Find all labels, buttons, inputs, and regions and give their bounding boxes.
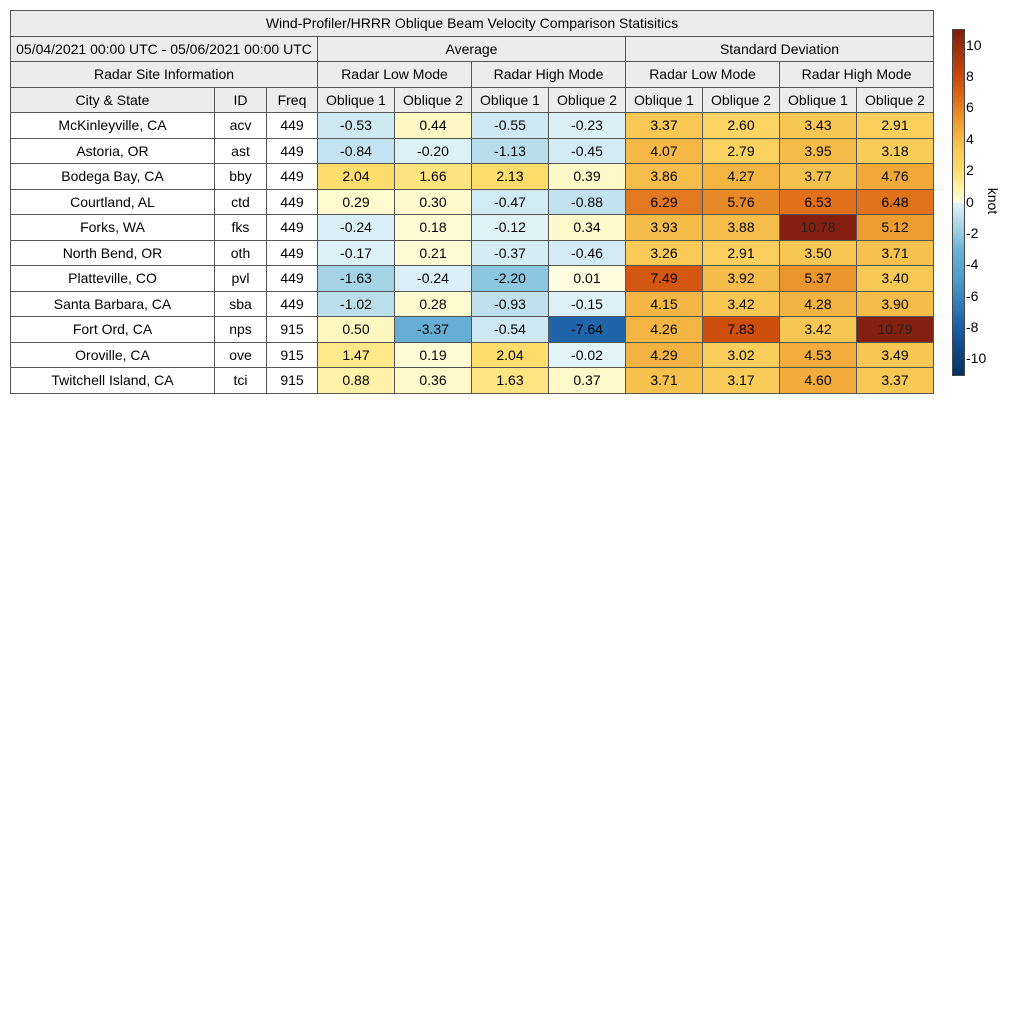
site-freq: 915 xyxy=(267,317,318,343)
average-value-cell: 1.66 xyxy=(395,164,472,190)
average-value-cell: -1.02 xyxy=(318,291,395,317)
site-city: Oroville, CA xyxy=(11,342,215,368)
site-city: Twitchell Island, CA xyxy=(11,368,215,394)
oblique-header: Oblique 2 xyxy=(857,87,934,113)
oblique-header: Oblique 2 xyxy=(395,87,472,113)
stddev-value-cell: 2.91 xyxy=(703,240,780,266)
stddev-value-cell: 3.42 xyxy=(780,317,857,343)
stddev-value-cell: 4.28 xyxy=(780,291,857,317)
stddev-value-cell: 3.71 xyxy=(626,368,703,394)
mode-header-row xyxy=(11,62,934,88)
average-value-cell: -2.20 xyxy=(472,266,549,292)
average-value-cell: -0.93 xyxy=(472,291,549,317)
table-row xyxy=(11,215,934,241)
stddev-value-cell: 2.91 xyxy=(857,113,934,139)
oblique-header: Oblique 2 xyxy=(549,87,626,113)
site-city: Platteville, CO xyxy=(11,266,215,292)
site-id: ast xyxy=(215,138,267,164)
table-row xyxy=(11,189,934,215)
site-id: sba xyxy=(215,291,267,317)
average-value-cell: 2.13 xyxy=(472,164,549,190)
average-value-cell: -0.24 xyxy=(395,266,472,292)
average-value-cell: 0.50 xyxy=(318,317,395,343)
stddev-value-cell: 3.50 xyxy=(780,240,857,266)
site-id: ctd xyxy=(215,189,267,215)
average-value-cell: -0.45 xyxy=(549,138,626,164)
stddev-value-cell: 4.27 xyxy=(703,164,780,190)
site-freq: 449 xyxy=(267,291,318,317)
table-row xyxy=(11,317,934,343)
oblique-header: Oblique 1 xyxy=(318,87,395,113)
average-value-cell: 0.37 xyxy=(549,368,626,394)
stddev-value-cell: 3.49 xyxy=(857,342,934,368)
average-value-cell: -0.15 xyxy=(549,291,626,317)
stddev-value-cell: 6.53 xyxy=(780,189,857,215)
table-row xyxy=(11,291,934,317)
site-city: North Bend, OR xyxy=(11,240,215,266)
average-value-cell: -0.37 xyxy=(472,240,549,266)
stddev-value-cell: 10.79 xyxy=(857,317,934,343)
site-freq: 449 xyxy=(267,189,318,215)
average-value-cell: 1.63 xyxy=(472,368,549,394)
site-city: Bodega Bay, CA xyxy=(11,164,215,190)
stddev-value-cell: 5.37 xyxy=(780,266,857,292)
average-value-cell: -1.63 xyxy=(318,266,395,292)
stddev-value-cell: 3.90 xyxy=(857,291,934,317)
stddev-value-cell: 10.78 xyxy=(780,215,857,241)
stddev-value-cell: 3.88 xyxy=(703,215,780,241)
avg-low-mode-header: Radar Low Mode xyxy=(318,62,472,88)
average-value-cell: -1.13 xyxy=(472,138,549,164)
site-info-header: Radar Site Information xyxy=(11,62,318,88)
stddev-value-cell: 3.92 xyxy=(703,266,780,292)
avg-high-mode-header: Radar High Mode xyxy=(472,62,626,88)
average-value-cell: 0.39 xyxy=(549,164,626,190)
stddev-value-cell: 6.29 xyxy=(626,189,703,215)
average-value-cell: 1.47 xyxy=(318,342,395,368)
colorbar-tick-label: 2 xyxy=(966,162,974,179)
site-id: fks xyxy=(215,215,267,241)
table-row xyxy=(11,240,934,266)
column-header-row xyxy=(11,87,934,113)
site-freq: 915 xyxy=(267,342,318,368)
average-value-cell: 0.44 xyxy=(395,113,472,139)
site-id: oth xyxy=(215,240,267,266)
stddev-value-cell: 3.26 xyxy=(626,240,703,266)
statistics-table xyxy=(10,10,934,394)
oblique-header: Oblique 2 xyxy=(703,87,780,113)
colorbar-tick-label: -4 xyxy=(966,256,979,273)
average-value-cell: -0.46 xyxy=(549,240,626,266)
average-value-cell: -0.84 xyxy=(318,138,395,164)
oblique-header: Oblique 1 xyxy=(472,87,549,113)
site-freq: 449 xyxy=(267,215,318,241)
site-id: tci xyxy=(215,368,267,394)
site-id: bby xyxy=(215,164,267,190)
average-value-cell: 0.01 xyxy=(549,266,626,292)
site-city: Fort Ord, CA xyxy=(11,317,215,343)
stddev-value-cell: 3.93 xyxy=(626,215,703,241)
stddev-value-cell: 3.37 xyxy=(626,113,703,139)
colorbar-tick-label: 8 xyxy=(966,68,974,85)
colorbar-tick-label: 4 xyxy=(966,130,974,147)
average-value-cell: -0.88 xyxy=(549,189,626,215)
stddev-value-cell: 3.77 xyxy=(780,164,857,190)
stddev-value-cell: 7.83 xyxy=(703,317,780,343)
table-row xyxy=(11,164,934,190)
colorbar-tick-label: 6 xyxy=(966,99,974,116)
average-value-cell: -7.64 xyxy=(549,317,626,343)
average-value-cell: -0.55 xyxy=(472,113,549,139)
colorbar-tick-label: -6 xyxy=(966,287,979,304)
colorbar-tick-label: 0 xyxy=(966,193,974,210)
table-row xyxy=(11,266,934,292)
average-value-cell: 0.30 xyxy=(395,189,472,215)
average-value-cell: 0.88 xyxy=(318,368,395,394)
site-freq: 449 xyxy=(267,266,318,292)
stddev-value-cell: 4.29 xyxy=(626,342,703,368)
average-value-cell: -0.02 xyxy=(549,342,626,368)
site-id: acv xyxy=(215,113,267,139)
site-id: ove xyxy=(215,342,267,368)
stddev-value-cell: 5.76 xyxy=(703,189,780,215)
city-state-header: City & State xyxy=(11,87,215,113)
average-value-cell: -0.12 xyxy=(472,215,549,241)
site-id: pvl xyxy=(215,266,267,292)
average-value-cell: -3.37 xyxy=(395,317,472,343)
table-row xyxy=(11,368,934,394)
table-title: Wind-Profiler/HRRR Oblique Beam Velocity Comparison Statisitics xyxy=(11,11,934,37)
stddev-value-cell: 3.40 xyxy=(857,266,934,292)
stddev-value-cell: 4.53 xyxy=(780,342,857,368)
colorbar xyxy=(952,29,965,376)
average-value-cell: -0.17 xyxy=(318,240,395,266)
site-id: nps xyxy=(215,317,267,343)
site-freq: 449 xyxy=(267,164,318,190)
average-value-cell: 0.21 xyxy=(395,240,472,266)
stddev-value-cell: 7.49 xyxy=(626,266,703,292)
average-value-cell: 0.18 xyxy=(395,215,472,241)
site-city: Forks, WA xyxy=(11,215,215,241)
site-freq: 449 xyxy=(267,138,318,164)
average-header: Average xyxy=(318,36,626,62)
std-high-mode-header: Radar High Mode xyxy=(780,62,934,88)
table-row xyxy=(11,342,934,368)
average-value-cell: -0.47 xyxy=(472,189,549,215)
stddev-value-cell: 3.42 xyxy=(703,291,780,317)
average-value-cell: 0.28 xyxy=(395,291,472,317)
stddev-value-cell: 3.37 xyxy=(857,368,934,394)
site-freq: 915 xyxy=(267,368,318,394)
stddev-value-cell: 3.43 xyxy=(780,113,857,139)
stddev-value-cell: 2.60 xyxy=(703,113,780,139)
site-city: Courtland, AL xyxy=(11,189,215,215)
average-value-cell: -0.24 xyxy=(318,215,395,241)
stddev-value-cell: 4.07 xyxy=(626,138,703,164)
table-row xyxy=(11,138,934,164)
table-row xyxy=(11,113,934,139)
average-value-cell: -0.53 xyxy=(318,113,395,139)
group-header-row xyxy=(11,36,934,62)
average-value-cell: 0.34 xyxy=(549,215,626,241)
colorbar-tick-label: -10 xyxy=(966,350,987,367)
stddev-value-cell: 4.26 xyxy=(626,317,703,343)
std-low-mode-header: Radar Low Mode xyxy=(626,62,780,88)
stddev-value-cell: 3.17 xyxy=(703,368,780,394)
average-value-cell: 0.36 xyxy=(395,368,472,394)
title-row xyxy=(11,11,934,37)
stddev-value-cell: 5.12 xyxy=(857,215,934,241)
average-value-cell: 2.04 xyxy=(318,164,395,190)
stddev-value-cell: 4.15 xyxy=(626,291,703,317)
colorbar-tick-label: -2 xyxy=(966,224,979,241)
average-value-cell: 0.19 xyxy=(395,342,472,368)
average-value-cell: -0.54 xyxy=(472,317,549,343)
oblique-header: Oblique 1 xyxy=(626,87,703,113)
average-value-cell: 0.29 xyxy=(318,189,395,215)
date-range: 05/04/2021 00:00 UTC - 05/06/2021 00:00 UTC xyxy=(11,36,318,62)
stddev-value-cell: 3.86 xyxy=(626,164,703,190)
stddev-value-cell: 3.95 xyxy=(780,138,857,164)
stddev-value-cell: 3.71 xyxy=(857,240,934,266)
site-city: Astoria, OR xyxy=(11,138,215,164)
freq-header: Freq xyxy=(267,87,318,113)
average-value-cell: 2.04 xyxy=(472,342,549,368)
stddev-value-cell: 3.18 xyxy=(857,138,934,164)
site-city: McKinleyville, CA xyxy=(11,113,215,139)
table-body xyxy=(11,11,934,394)
site-freq: 449 xyxy=(267,113,318,139)
stddev-value-cell: 3.02 xyxy=(703,342,780,368)
average-value-cell: -0.23 xyxy=(549,113,626,139)
colorbar-unit-label: knot xyxy=(985,187,1001,215)
colorbar-tick-label: -8 xyxy=(966,318,979,335)
site-city: Santa Barbara, CA xyxy=(11,291,215,317)
average-value-cell: -0.20 xyxy=(395,138,472,164)
site-freq: 449 xyxy=(267,240,318,266)
stddev-value-cell: 4.76 xyxy=(857,164,934,190)
stddev-header: Standard Deviation xyxy=(626,36,934,62)
stddev-value-cell: 4.60 xyxy=(780,368,857,394)
stddev-value-cell: 2.79 xyxy=(703,138,780,164)
colorbar-tick-label: 10 xyxy=(966,36,982,53)
oblique-header: Oblique 1 xyxy=(780,87,857,113)
id-header: ID xyxy=(215,87,267,113)
stddev-value-cell: 6.48 xyxy=(857,189,934,215)
